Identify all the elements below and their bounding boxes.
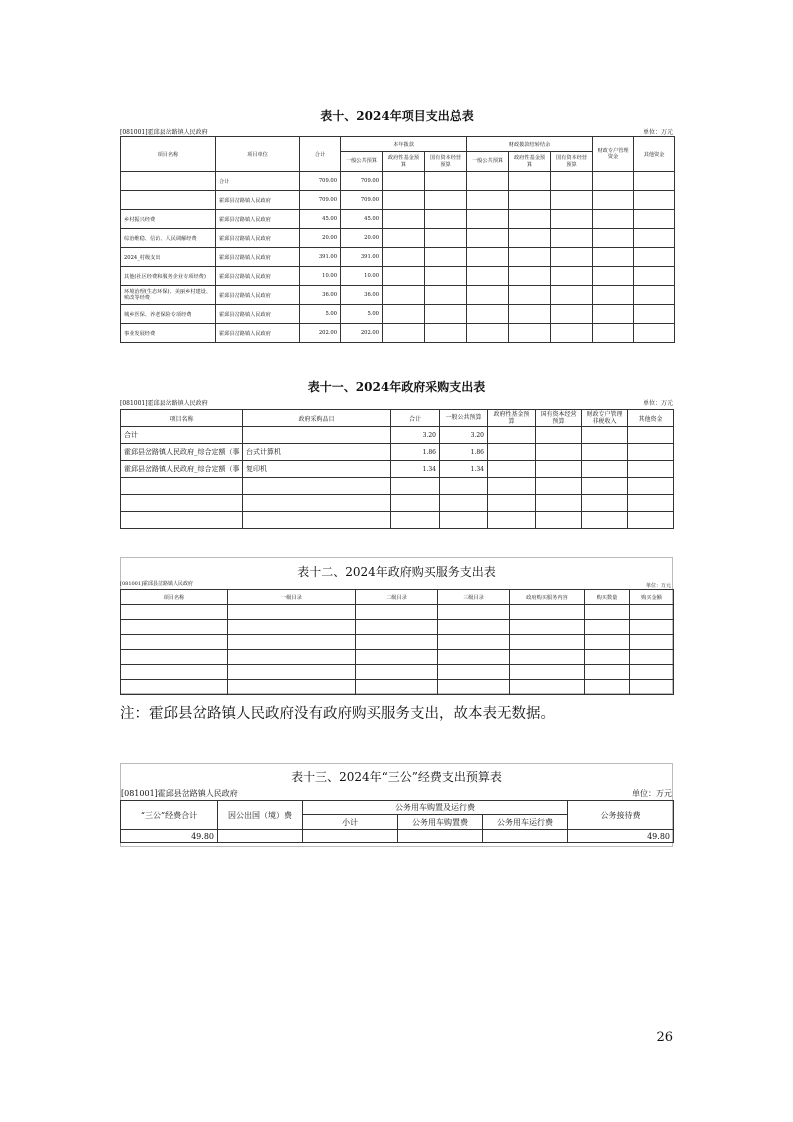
header-project-unit: 项目单位 [216,137,300,172]
table-row: 环境治理(生态环保)、美丽乡村建设、殡改等经费 霍邱县岔路镇人民政府 36.00 36.00 [121,286,675,305]
header-reception: 公务接待费 [568,801,674,830]
table-row [121,512,674,529]
header-sub: 国有资本经营预算 [425,152,467,172]
table10-unit-label: 单位：万元 [642,129,673,136]
header-three-public-total: “三公”经费合计 [121,801,218,830]
table12-unit-label: 单位：万元 [645,583,671,589]
header-special-fund: 财政专户管理资金 [593,137,634,172]
header-other: 其他资金 [634,137,675,172]
project-expenditure-table [120,136,675,343]
header-subtotal: 小计 [303,815,398,830]
header-sub: 一般公共预算 [341,152,383,172]
table-row [121,605,674,620]
table13-unit-label: 单位：万元 [632,789,672,798]
table-row: 城乡医保、养老保险专项经费 霍邱县岔路镇人民政府 5.00 5.00 [121,305,675,324]
table-row: 综治维稳、信访、人民调解经费 霍邱县岔路镇人民政府 20.00 20.00 [121,229,675,248]
table-row: 乡村振兴经费 霍邱县岔路镇人民政府 45.00 45.00 [121,210,675,229]
table11-title: 表十一、2024年政府采购支出表 [307,380,486,394]
header-vehicle: 公务用车购置及运行费 [303,801,568,815]
procurement-table [120,409,674,529]
table-row: 合计 709.00 709.00 [121,172,675,191]
table12-title: 表十二、2024年政府购买服务支出表 [297,565,496,579]
table10-title: 表十、2024年项目支出总表 [320,109,474,123]
header-sub: 政府性基金预算 [509,152,551,172]
table11-unit-code: [081001]霍邱县岔路镇人民政府 [120,400,208,407]
table10-unit-code: [081001]霍邱县岔路镇人民政府 [120,129,208,136]
table13-unit-code: [081001]霍邱县岔路镇人民政府 [121,789,238,798]
three-public-expenses-table [120,800,674,843]
table-row: 其他(社区经费和服务企业专项经费) 霍邱县岔路镇人民政府 10.00 10.00 [121,267,675,286]
header-vehicle-operation: 公务用车运行费 [483,815,568,830]
header-abroad: 因公出国（境）费 [218,801,303,830]
table-row: 合计 3.20 3.20 [121,427,674,444]
table-header-row: 项目名称 政府采购品目 合计 一般公共预算 政府性基金预算 国有资本经营预算 财政专户管理非税收入 其他资金 [121,410,674,427]
table13-title: 表十三、2024年“三公”经费支出预算表 [291,770,502,784]
table12-unit-code: [081001]霍邱县岔路镇人民政府 [120,581,193,587]
table-row [121,495,674,512]
header-current-year: 本年拨款 [341,137,467,152]
table-row: 事业发展经费 霍邱县岔路镇人民政府 202.00 202.00 [121,324,675,343]
table-row [121,620,674,635]
table-row: 霍邱县岔路镇人民政府_综合定额（事 复印机 1.34 1.34 [121,461,674,478]
table-row: 2024_村级支出 霍邱县岔路镇人民政府 391.00 391.00 [121,248,675,267]
table-row: 霍邱县岔路镇人民政府 709.00 709.00 [121,191,675,210]
header-sub: 政府性基金预算 [383,152,425,172]
table12-note: 注：霍邱县岔路镇人民政府没有政府购买服务支出，故本表无数据。 [120,706,555,722]
table-row [121,665,674,680]
table-row [121,478,674,495]
header-vehicle-purchase: 公务用车购置费 [398,815,483,830]
table-row [121,680,674,695]
table-row [121,635,674,650]
header-sub: 一般公共预算 [467,152,509,172]
service-purchase-table [120,589,674,695]
header-carryover: 财政拨款结转结余 [467,137,593,152]
header-total: 合计 [300,137,341,172]
table-row: 49.80 49.80 [121,830,674,843]
header-project-name: 项目名称 [121,137,216,172]
table11-unit-label: 单位：万元 [642,400,673,407]
table-row [121,650,674,665]
header-sub: 国有资本经营预算 [551,152,593,172]
table-row: 霍邱县岔路镇人民政府_综合定额（事 台式计算机 1.86 1.86 [121,444,674,461]
page-number: 26 [656,1030,673,1045]
table-header-row: 项目名称 一级目录 二级目录 三级目录 政府购买服务内容 购买数量 购买金额 [121,590,674,605]
